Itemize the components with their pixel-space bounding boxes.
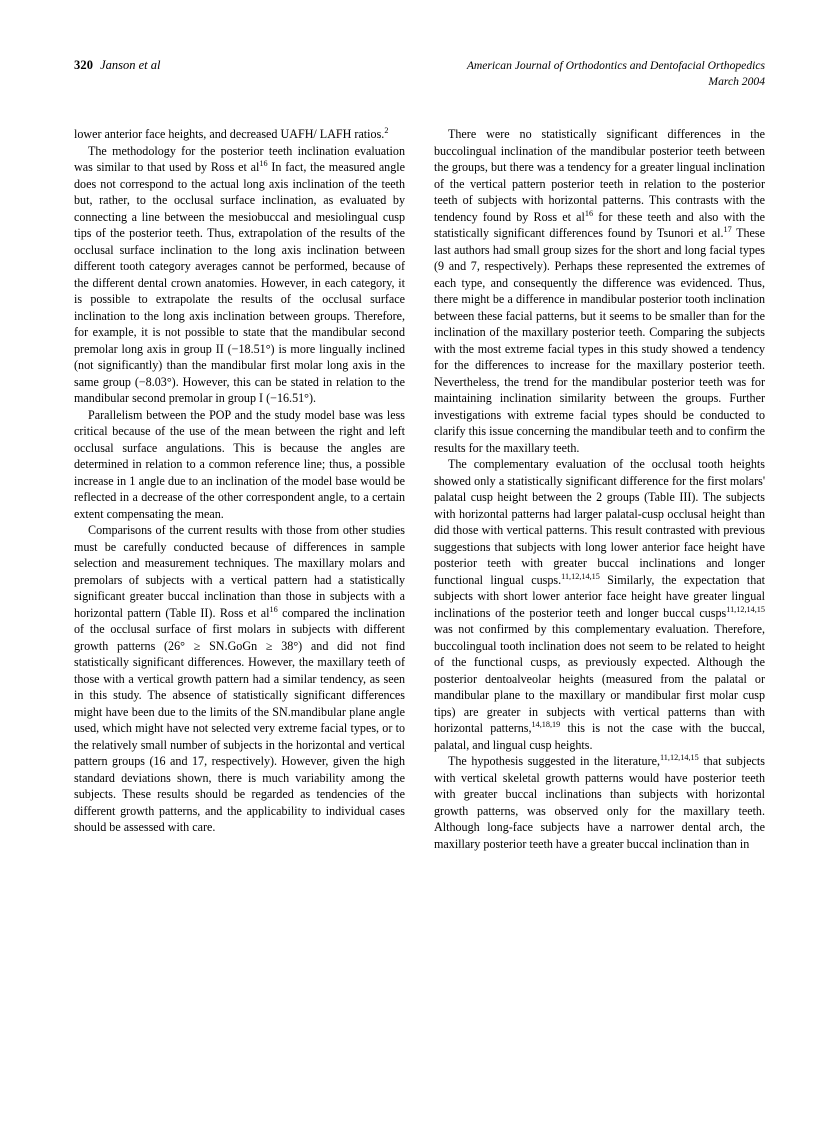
journal-title: American Journal of Orthodontics and Dentofacial Orthopedics xyxy=(466,59,765,72)
citation-superscript: 11,12,14,15 xyxy=(561,571,600,581)
body-paragraph: lower anterior face heights, and decreased UAFH/ LAFH ratios.$^2$ xyxy=(74,125,389,141)
citation-superscript: 16 xyxy=(584,208,594,218)
left-column xyxy=(74,126,405,852)
right-column xyxy=(434,126,765,852)
running-head-authors: Janson et al xyxy=(100,58,161,72)
citation-superscript: 16 xyxy=(259,158,268,168)
citation-superscript: 16 xyxy=(269,604,278,614)
running-head xyxy=(74,58,765,89)
citation-superscript: 11,12,14,15 xyxy=(726,604,765,614)
running-head-left xyxy=(74,58,160,73)
citation-superscript: 2 xyxy=(384,125,389,135)
citation-superscript: 14,18,19 xyxy=(531,719,561,729)
citation-superscript: 17 xyxy=(723,224,732,234)
body-paragraph: Comparisons of the current results with those from other studies must be carefully conducted because of differences in sample selection and measurement techniques. The maxillary molars and premolars of subjects with a vertical pattern had a statistically significant greater buccal inclination than those in subjects with a horizontal pattern (Table II). Ross et $al^{16}$ compared the inclination of the occlusal surface of first molars in subjects with different growth patterns (26° ≥ SN.GoGn ≥ 38°) and did not find statistically significant differences. However, the maxillary teeth of those with a vertical growth pattern had a similar tendency, as seen in this study. The absence of statistically significant differences might have been due to the limits of the SN.mandibular plane angle used, which might have not selected very extreme facial types, or to the relatively small number of subjects in the horizontal and vertical pattern groups (16 and 17, respectively). However, given the high standard deviations shown, there is much variability among the subjects. These results should be regarded as tendencies of the different growth patterns, and the applicability to individual cases should be assessed with care. xyxy=(74,523,405,834)
body-paragraph: There were no statistically significant differences in the buccolingual inclination of the mandibular posterior teeth between the groups, but there was a tendency for a greater lingual inclination of the vertical pattern posterior teeth in relation to the posterior teeth of subjects with horizontal patterns. This contrasts with the tendency found by Ross et $al^{16}$ for these teeth and also with the statistically significant differences found by Tsunori et al.$^{17}$ These last authors had small group sizes for the short and long facial types (9 and 7, respectively). Perhaps these represented the extremes of each type, and consequently the difference was evidenced. Thus, there might be a difference in mandibular posterior tooth inclination between these facial patterns, but it seems to be smaller than for the inclination of the maxillary posterior teeth. Comparing the subjects with the most extreme facial types in this study showed a tendency for the differences to increase for the maxillary posterior teeth. Nevertheless, the trend for the mandibular posterior teeth was for maintaining inclination similarity between the groups. Further investigations with extreme facial types should be conducted to clarify this issue concerning the mandibular teeth and to confirm the results for the maxillary teeth. xyxy=(434,127,766,455)
body-paragraph: The hypothesis suggested in the literature,$^{11,12,14,15}$ that subjects with vertical skeletal growth patterns would have posterior teeth with greater buccal inclinations than subjects with horizontal growth patterns, was observed only for the maxillary teeth. Although long-face subjects have a narrower dental arch, the maxillary posterior teeth have a greater buccal inclination than in xyxy=(434,752,765,851)
issue-date: March 2004 xyxy=(708,74,765,88)
body-paragraph: Parallelism between the POP and the study model base was less critical because of the use of the mean between the right and left occlusal surface angulations. This is because the angles are determined in relation to a common reference line; thus, a possible increase in 1 angle due to an inclination of the model base would be reflected in a decrease of the other correspondent angle, to a certain extent compensating the mean. xyxy=(74,407,405,521)
body-columns xyxy=(74,126,765,852)
running-head-right xyxy=(467,58,765,89)
page-number: 320 xyxy=(74,58,94,72)
body-paragraph: The methodology for the posterior teeth inclination evaluation was similar to that used by Ross et $al^{16}$ In fact, the measured angle does not correspond to the actual long axis inclination of the teeth but, rather, to the occlusal surface inclination, as evaluated by connecting a line between the mesiobuccal and mesiolingual cusp tips of the posterior teeth. Thus, extrapolation of the results of the occlusal surface inclination to the long axis inclination between different tooth category averages cannot be performed, because of the different dental crown anatomies. However, in each category, it is possible to extrapolate the results of the occlusal surface inclination to the long axis inclination between groups. Therefore, for example, it is not possible to state that the mandibular second premolar long axis in group II (−18.51°) is more lingually inclined (not significantly) than the mandibular first molar long axis in the same group (−8.03°). However, this can be stated in relation to the mandibular second premolar in group I (−16.51°). xyxy=(74,143,406,405)
citation-superscript: 11,12,14,15 xyxy=(660,752,699,762)
body-paragraph: The complementary evaluation of the occlusal tooth heights showed only a statistically significant difference for the first molars' palatal cusp height between the 2 groups (Table III). The subjects with horizontal patterns had larger palatal-cusp occlusal height than did those with vertical patterns. This result contrasted with previous suggestions that subjects with long lower anterior face height have posterior teeth with greater buccal inclinations and longer functional lingual cusps.$^{11,12,14,15}$ Similarly, the expectation that subjects with short lower anterior face height have greater lingual inclinations of the posterior teeth and longer buccal cusps$^{11,12,14,15}$ was not confirmed by this complementary evaluation. Therefore, buccolingual tooth inclination does not seem to be related to height of the functional cusps, as previously expected. Although the posterior dentoalveolar heights (measured from the palatal or mandibular plane to the maxillary or mandibular first molar cusp tips) are greater in subjects with vertical patterns than with horizontal patterns,$^{14,18,19}$ this is not the case with the buccal, palatal, and lingual cusp heights. xyxy=(434,457,765,752)
